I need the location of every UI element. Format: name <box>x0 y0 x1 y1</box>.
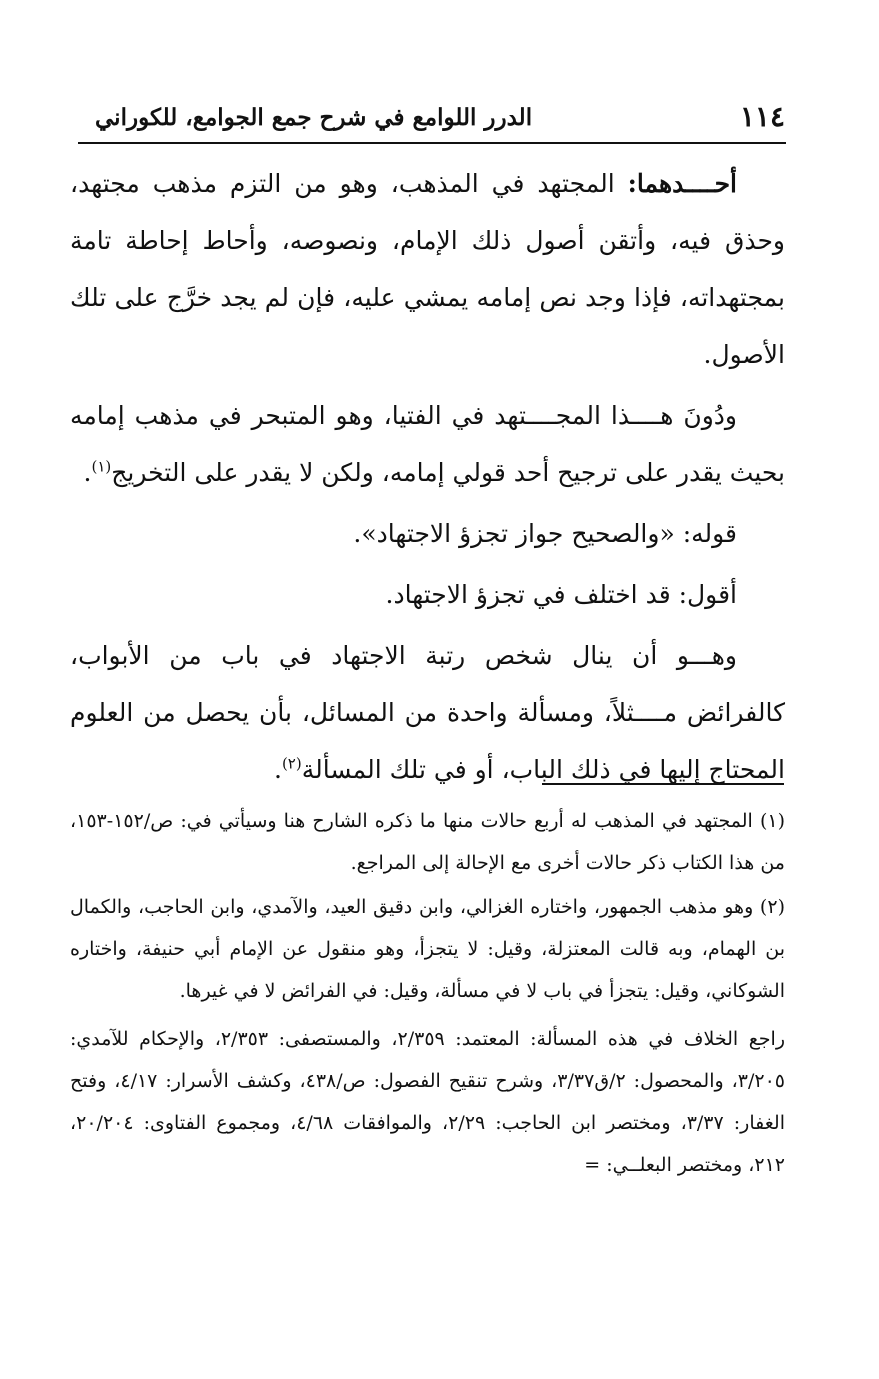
footnote-ref-1: (١) <box>91 457 112 476</box>
footnote-1: (١) المجتهد في المذهب له أربع حالات منها ما ذكره الشارح هنا وسيأتي في: ص/١٥٢-١٥٣، من هذا الكتاب ذكر حالات أخرى مع الإحالة إلى المراجع. <box>70 810 785 874</box>
paragraph-1-text: المجتهد في المذهب، وهو من التزم مذهب مجتهد، وحذق فيه، وأتقن أصول ذلك الإمام، ونصوصه، وأحاط إحاطة تامة بمجتهداته، فإذا وجد نص إمامه يمشي عليه، فإن لم يجد خرَّج على تلك الأصول. <box>70 169 785 369</box>
footnote-2-continued: راجع الخلاف في هذه المسألة: المعتمد: ٢/٣٥٩، والمستصفى: ٢/٣٥٣، والإحكام للآمدي: ٣/٢٠٥، والمحصول: ٢/ق٣/٣٧، وشرح تنقيح الفصول: ص/٤٣٨، وكشف الأسرار: ٤/١٧، وفتح الغفار: ٣/٣٧، ومختصر ابن الحاجب: ٢/٢٩، والموافقات ٤/٦٨، ومجموع الفتاوى: ٢٠/٢٠٤، ٢١٢، ومختصر البعلــي: = <box>70 1028 786 1176</box>
paragraph-3-text: قوله: «والصحيح جواز تجزؤ الاجتهاد». <box>353 519 737 548</box>
running-title: الدرر اللوامع في شرح جمع الجوامع، للكوراني <box>95 104 533 131</box>
paragraph-1-lead: أحــــدهما: <box>627 169 737 198</box>
footnote-ref-2: (٢) <box>281 754 302 773</box>
paragraph-1 <box>70 155 785 383</box>
header-rule <box>78 142 786 144</box>
paragraph-4-text: أقول: قد اختلف في تجزؤ الاجتهاد. <box>385 580 737 609</box>
paragraph-2: ودُونَ هــــذا المجــــتهد في الفتيا، وهو المتبحر في مذهب إمامه بحيث يقدر على ترجيح أحد قولي إمامه، ولكن لا يقدر على التخريج$^{(١)}$. <box>70 401 785 487</box>
main-text <box>70 155 785 802</box>
paragraph-5-end: . <box>273 755 282 784</box>
page-number: ١١٤ <box>739 100 785 133</box>
paragraph-3 <box>70 505 785 562</box>
paragraph-4 <box>70 566 785 623</box>
paragraph-5 <box>70 627 785 798</box>
footnote-rule <box>542 783 784 785</box>
page-header <box>95 100 785 140</box>
paragraph-5-text: وهـــو أن ينال شخص رتبة الاجتهاد في باب من الأبواب، كالفرائض مــــثلاً، ومسألة واحدة من المسائل، بأن يحصل من العلوم المحتاج إليها في ذلك الباب، أو في تلك المسألة <box>70 641 785 784</box>
footnote-2: (٢) وهو مذهب الجمهور، واختاره الغزالي، وابن دقيق العيد، والآمدي، وابن الحاجب، والكمال بن الهمام، وبه قالت المعتزلة، وقيل: لا يتجزأ، وهو منقول عن الإمام أبي حنيفة، واختاره الشوكاني، وقيل: يتجزأ في باب لا في مسألة، وقيل: في الفرائض لا في غيرها. <box>70 896 785 1002</box>
paragraph-2-text: ودُونَ هــــذا المجــــتهد في الفتيا، وهو المتبحر في مذهب إمامه بحيث يقدر على ترجيح أحد قولي إمامه، ولكن لا يقدر على التخريج <box>70 401 785 487</box>
footnotes <box>70 800 785 1186</box>
